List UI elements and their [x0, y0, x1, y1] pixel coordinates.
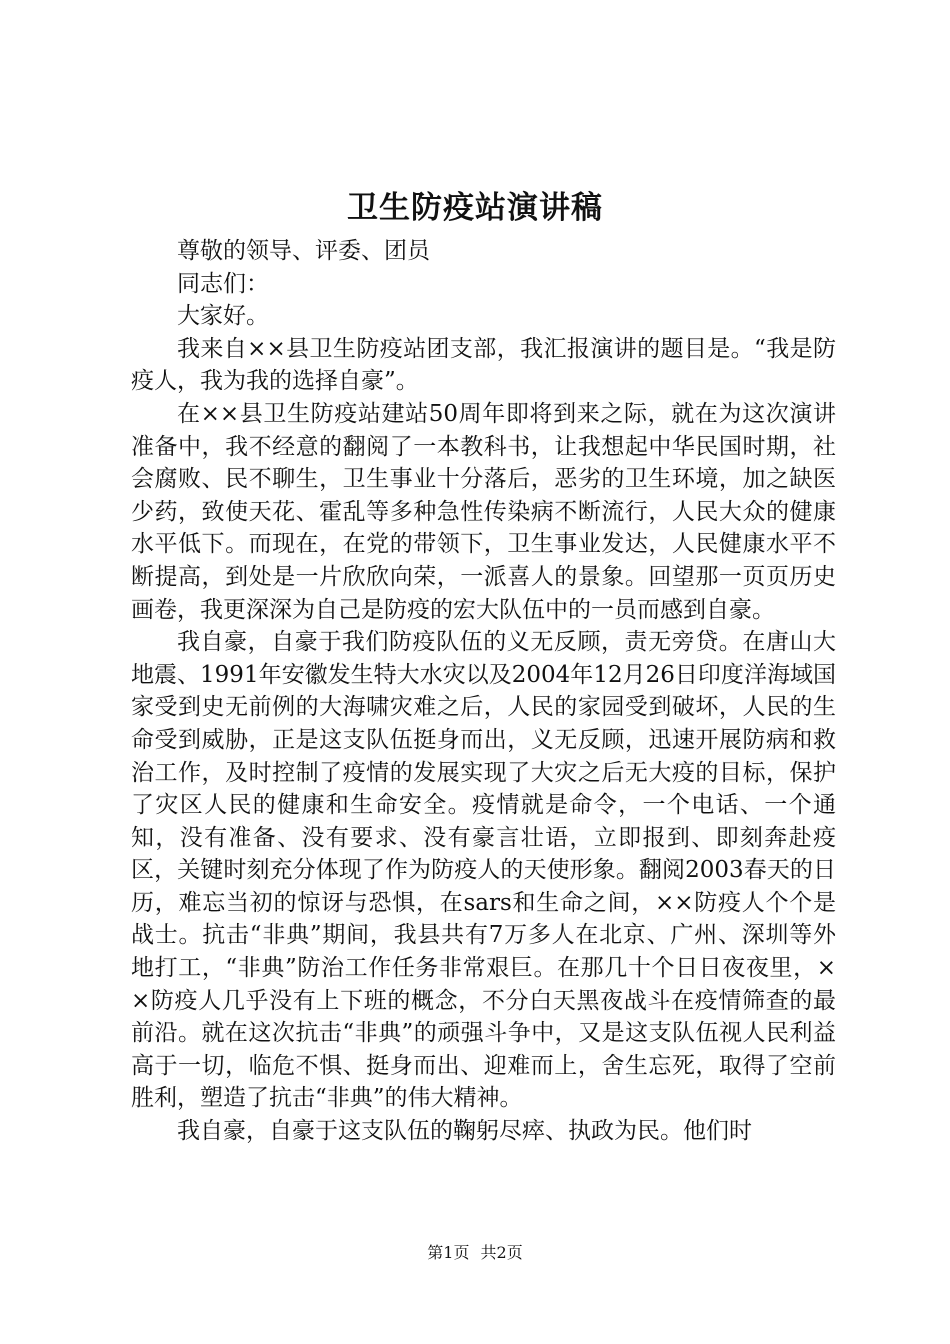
salutation-line: 尊敬的领导、评委、团员 [177, 238, 430, 264]
document-title: 卫生防疫站演讲稿 [347, 190, 603, 226]
salutation-line: 同志们： [177, 270, 269, 297]
document-body [131, 235, 836, 1148]
body-paragraph: 我来自××县卫生防疫站团支部，我汇报演讲的题目是。“我是防疫人，我为我的选择自豪”。 [131, 335, 836, 395]
page-footer [0, 1241, 950, 1265]
page-number: 第1页 [427, 1243, 470, 1262]
body-paragraph: 我自豪，自豪于这支队伍的鞠躬尽瘁、执政为民。他们时 [177, 1118, 752, 1145]
page-total: 共2页 [480, 1243, 523, 1262]
body-paragraph: 在××县卫生防疫站建站50周年即将到来之际，就在为这次演讲准备中，我不经意的翻阅了一本教科书，让我想起中华民国时期，社会腐败、民不聊生，卫生事业十分落后，恶劣的卫生环境，加之缺医少药，致使天花、霍乱等多种急性传染病不断流行，人民大众的健康水平低下。而现在，在党的带领下，卫生事业发达，人民健康水平不断提高，到处是一片欣欣向荣，一派喜人的景象。回望那一页页历史画卷，我更深深为自己是防疫的宏大队伍中的一员而感到自豪。 [131, 400, 836, 623]
body-paragraph: 我自豪，自豪于我们防疫队伍的义无反顾，责无旁贷。在唐山大地震、1991年安徽发生特大水灾以及2004年12月26日印度洋海域国家受到史无前例的大海啸灾难之后，人民的家园受到破坏，人民的生命受到威胁，正是这支队伍挺身而出，义无反顾，迅速开展防病和救治工作，及时控制了疫情的发展实现了大灾之后无大疫的目标，保护了灾区人民的健康和生命安全。疫情就是命令，一个电话、一个通知，没有准备、没有要求、没有豪言壮语，立即报到、即刻奔赴疫区，关键时刻充分体现了作为防疫人的天使形象。翻阅2003春天的日历，难忘当初的惊讶与恐惧，在sars和生命之间，××防疫人个个是战士。抗击“非典”期间，我县共有7万多人在北京、广州、深圳等外地打工，“非典”防治工作任务非常艰巨。在那几十个日日夜夜里，××防疫人几乎没有上下班的概念，不分白天黑夜战斗在疫情筛查的最前沿。就在这次抗击“非典”的顽强斗争中，又是这支队伍视人民利益高于一切，临危不惧、挺身而出、迎难而上，舍生忘死，取得了空前胜利，塑造了抗击“非典”的伟大精神。 [131, 629, 836, 1112]
greeting-line: 大家好。 [177, 303, 269, 330]
